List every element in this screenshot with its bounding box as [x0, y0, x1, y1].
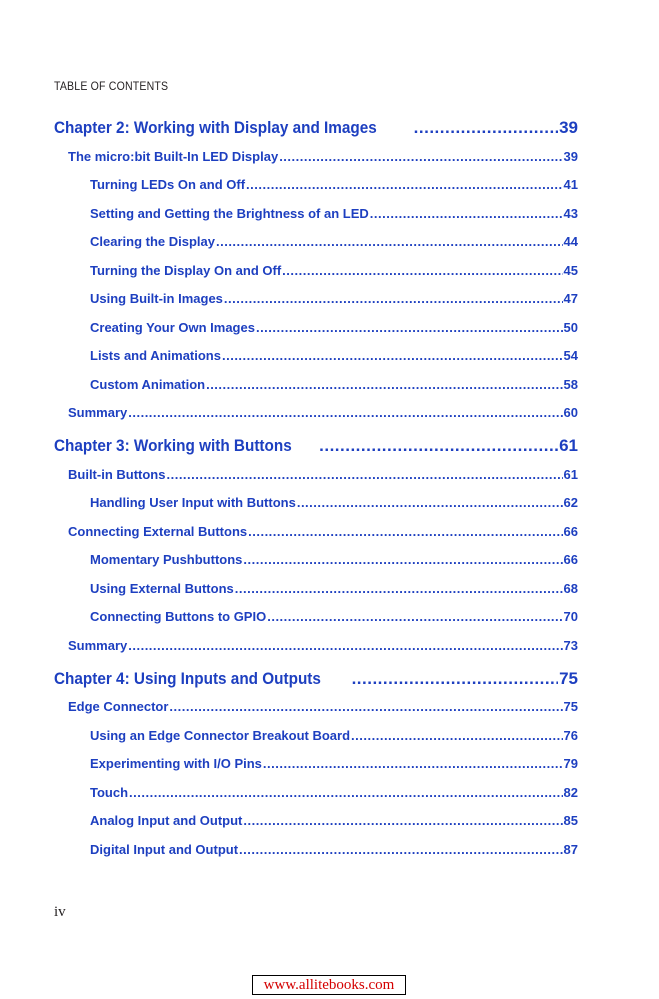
toc-entry-page: 61	[563, 466, 578, 482]
toc-entry-page: 75	[559, 668, 578, 688]
dot-leader	[414, 118, 558, 138]
toc-entry-title: Connecting External Buttons	[68, 523, 248, 539]
toc-section-entry[interactable]	[54, 171, 578, 200]
toc-entry-page: 75	[563, 699, 578, 715]
watermark-link[interactable]: www.allitebooks.com	[252, 975, 406, 995]
toc-entry-title: Clearing the Display	[90, 234, 215, 250]
dot-leader	[267, 609, 562, 624]
toc-section-entry[interactable]	[54, 460, 578, 489]
dot-leader	[166, 467, 562, 482]
toc-chapter-entry[interactable]	[54, 114, 578, 138]
toc-entry-page: 45	[563, 262, 578, 278]
dot-leader	[128, 405, 562, 420]
dot-leader	[352, 669, 559, 689]
toc-entry-title: Using External Buttons	[90, 580, 234, 596]
toc-entry-page: 58	[563, 376, 578, 392]
toc-section-entry[interactable]	[54, 546, 578, 575]
dot-leader	[243, 813, 562, 828]
dot-leader	[222, 348, 563, 363]
toc-section-entry[interactable]	[54, 199, 578, 228]
toc-entry-page: 73	[563, 637, 578, 653]
toc-entry-page: 50	[563, 319, 578, 335]
toc-entry-title: Lists and Animations	[90, 348, 221, 364]
toc-entry-page: 39	[563, 148, 578, 164]
toc-section-entry[interactable]	[54, 313, 578, 342]
dot-leader	[297, 495, 563, 510]
dot-leader	[206, 377, 562, 392]
toc-entry-title: Using Built-in Images	[90, 291, 223, 307]
toc-entry-page: 85	[563, 813, 578, 829]
toc-entry-page: 82	[563, 784, 578, 800]
toc-section-entry[interactable]	[54, 574, 578, 603]
toc-entry-page: 43	[563, 205, 578, 221]
dot-leader	[370, 206, 563, 221]
toc-entry-title: The micro:bit Built-In LED Display	[68, 148, 279, 164]
dot-leader	[282, 263, 562, 278]
toc-entry-page: 47	[563, 291, 578, 307]
toc-entry-page: 68	[563, 580, 578, 596]
toc-entry-page: 44	[563, 234, 578, 250]
toc-entry-title: Handling User Input with Buttons	[90, 495, 296, 511]
dot-leader	[235, 581, 563, 596]
dot-leader	[246, 177, 563, 192]
toc-section-entry[interactable]	[54, 693, 578, 722]
toc-entry-title: Connecting Buttons to GPIO	[90, 609, 267, 625]
toc-entry-title: Experimenting with I/O Pins	[90, 756, 262, 772]
toc-entry-page: 60	[563, 405, 578, 421]
toc-entry-title: Custom Animation	[90, 376, 206, 392]
dot-leader	[239, 842, 563, 857]
dot-leader	[256, 320, 563, 335]
toc-entry-page: 41	[563, 177, 578, 193]
dot-leader	[128, 638, 562, 653]
dot-leader	[169, 699, 562, 714]
dot-leader	[216, 234, 563, 249]
toc-section-entry[interactable]	[54, 228, 578, 257]
toc-section-entry[interactable]	[54, 342, 578, 371]
toc-entry-title: Touch	[90, 784, 129, 800]
toc-chapter-entry[interactable]	[54, 665, 578, 689]
toc-entry-title: Analog Input and Output	[90, 813, 243, 829]
toc-entry-title: Setting and Getting the Brightness of an LED	[90, 205, 369, 221]
dot-leader	[129, 785, 563, 800]
toc-entry-title: Summary	[68, 405, 128, 421]
toc-entry-title: Creating Your Own Images	[90, 319, 255, 335]
toc-entry-title: Built-in Buttons	[68, 466, 166, 482]
page-number: iv	[54, 904, 66, 920]
toc-section-entry[interactable]	[54, 807, 578, 836]
dot-leader	[263, 756, 563, 771]
toc-entry-page: 87	[563, 841, 578, 857]
toc-entry-title: Turning the Display On and Off	[90, 262, 282, 278]
toc-entry-title: Chapter 4: Using Inputs and Outputs	[54, 668, 321, 688]
toc-section-entry[interactable]	[54, 631, 578, 660]
toc-section-entry[interactable]	[54, 750, 578, 779]
dot-leader	[351, 728, 562, 743]
dot-leader	[224, 291, 563, 306]
toc-entry-page: 62	[563, 495, 578, 511]
toc-entry-page: 76	[563, 727, 578, 743]
toc-entry-page: 66	[563, 552, 578, 568]
toc-section-entry[interactable]	[54, 370, 578, 399]
toc-section-entry[interactable]	[54, 142, 578, 171]
toc-entry-title: Summary	[68, 637, 128, 653]
toc-entry-title: Chapter 3: Working with Buttons	[54, 436, 292, 455]
toc-entry-title: Digital Input and Output	[90, 841, 239, 857]
toc-chapter-entry[interactable]	[54, 432, 578, 456]
toc-section-entry[interactable]	[54, 285, 578, 314]
toc-entry-page: 61	[559, 436, 578, 455]
toc-entry-title: Chapter 2: Working with Display and Images	[54, 118, 377, 137]
toc-entry-title: Turning LEDs On and Off	[90, 177, 246, 193]
running-header: TABLE OF CONTENTS	[54, 79, 169, 93]
toc-entry-page: 70	[563, 609, 578, 625]
table-of-contents	[54, 114, 578, 864]
toc-section-entry[interactable]	[54, 778, 578, 807]
toc-entry-page: 54	[563, 348, 578, 364]
dot-leader	[279, 149, 562, 164]
toc-entry-title: Momentary Pushbuttons	[90, 552, 243, 568]
dot-leader	[319, 436, 558, 456]
toc-entry-title: Edge Connector	[68, 699, 169, 715]
toc-entry-page: 66	[563, 523, 578, 539]
dot-leader	[248, 524, 562, 539]
toc-entry-title: Using an Edge Connector Breakout Board	[90, 727, 351, 743]
toc-entry-page: 39	[559, 118, 578, 137]
toc-section-entry[interactable]	[54, 721, 578, 750]
toc-entry-page: 79	[563, 756, 578, 772]
dot-leader	[243, 552, 562, 567]
toc-section-entry[interactable]	[54, 399, 578, 428]
toc-section-entry[interactable]	[54, 256, 578, 285]
toc-section-entry[interactable]	[54, 489, 578, 518]
toc-section-entry[interactable]	[54, 517, 578, 546]
toc-section-entry[interactable]	[54, 603, 578, 632]
toc-section-entry[interactable]	[54, 835, 578, 864]
